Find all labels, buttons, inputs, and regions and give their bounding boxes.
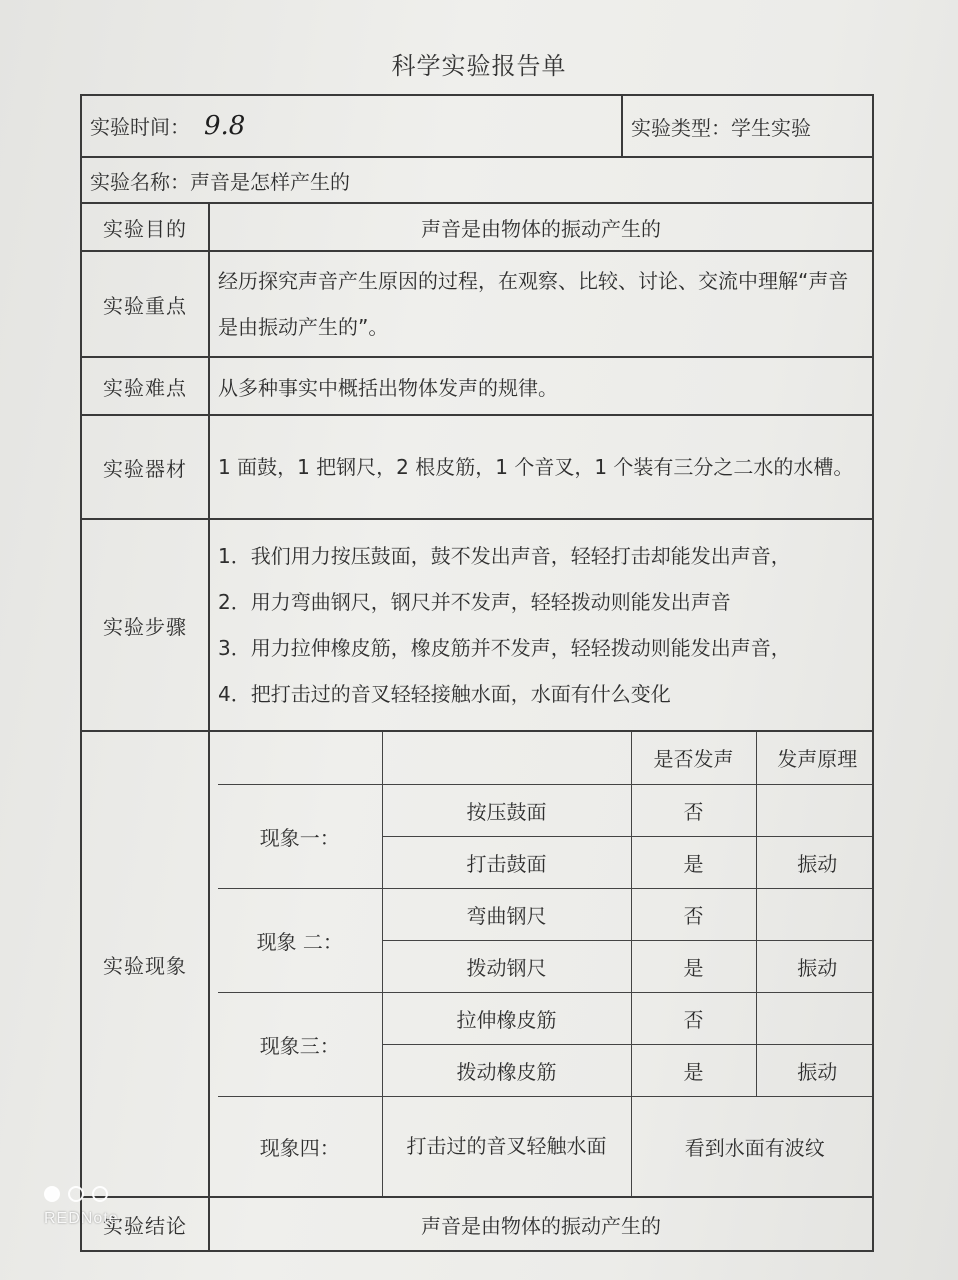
phenomenon-1-row-1 [218, 784, 873, 836]
phenomenon-3-sound-1: 否 [631, 992, 756, 1044]
watermark [44, 1186, 119, 1228]
phenomena-header-row [218, 732, 873, 784]
step-item-4: 4．把打击过的音叉轻轻接触水面，水面有什么变化 [218, 682, 671, 706]
phenomena-table [218, 732, 873, 1196]
difficulty-content: 从多种事实中概括出物体发声的规律。 [209, 357, 873, 415]
report-title: 科学实验报告单 [391, 52, 567, 80]
materials-label: 实验器材 [81, 415, 209, 519]
phenomenon-3-name: 现象三： [218, 992, 382, 1096]
phenomenon-1-principle-2: 振动 [756, 836, 873, 888]
step-item-1: 1．我们用力按压鼓面，鼓不发出声音，轻轻打击却能发出声音， [218, 544, 791, 568]
phenomenon-1-action-2: 打击鼓面 [382, 836, 631, 888]
phenomenon-3-principle-2: 振动 [756, 1044, 873, 1096]
key-point-label: 实验重点 [81, 251, 209, 357]
purpose-label: 实验目的 [81, 203, 209, 251]
watermark-dots-icon [44, 1186, 119, 1202]
phenomenon-2-sound-1: 否 [631, 888, 756, 940]
phenomenon-2-name: 现象 二： [218, 888, 382, 992]
row-phenomena [81, 731, 873, 1197]
experiment-time-cell [81, 95, 622, 157]
difficulty-label: 实验难点 [81, 357, 209, 415]
phenomenon-3-row-1 [218, 992, 873, 1044]
header-sound: 是否发声 [631, 732, 756, 784]
phenomenon-1-sound-2: 是 [631, 836, 756, 888]
phenomenon-4-action: 打击过的音叉轻触水面 [382, 1096, 631, 1196]
row-purpose [81, 203, 873, 251]
phenomenon-3-sound-2: 是 [631, 1044, 756, 1096]
phenomenon-1-name: 现象一： [218, 784, 382, 888]
phenomenon-2-principle-1 [756, 888, 873, 940]
phenomenon-4-row [218, 1096, 873, 1196]
experiment-time-label: 实验时间： [90, 115, 190, 139]
phenomena-table-cell [209, 731, 873, 1197]
experiment-type-cell: 实验类型：学生实验 [622, 95, 873, 157]
step-item-2: 2．用力弯曲钢尺，钢尺并不发声，轻轻拨动则能发出声音 [218, 590, 731, 614]
phenomenon-4-result: 看到水面有波纹 [631, 1096, 873, 1196]
phenomenon-2-action-2: 拨动钢尺 [382, 940, 631, 992]
row-steps [81, 519, 873, 731]
steps-content [209, 519, 873, 731]
report-table [80, 94, 874, 1252]
row-materials [81, 415, 873, 519]
conclusion-content: 声音是由物体的振动产生的 [209, 1197, 873, 1251]
step-item-3: 3．用力拉伸橡皮筋，橡皮筋并不发声，轻轻拨动则能发出声音， [218, 636, 791, 660]
phenomenon-2-action-1: 弯曲钢尺 [382, 888, 631, 940]
phenomenon-1-action-1: 按压鼓面 [382, 784, 631, 836]
row-key-point [81, 251, 873, 357]
materials-content: 1 面鼓，1 把钢尺，2 根皮筋，1 个音叉，1 个装有三分之二水的水槽。 [209, 415, 873, 519]
watermark-text: REDNote [44, 1210, 119, 1227]
phenomenon-3-principle-1 [756, 992, 873, 1044]
experiment-name-cell: 实验名称：声音是怎样产生的 [81, 157, 873, 203]
phenomenon-1-principle-1 [756, 784, 873, 836]
steps-label: 实验步骤 [81, 519, 209, 731]
phenomenon-2-row-1 [218, 888, 873, 940]
phenomenon-4-name: 现象四： [218, 1096, 382, 1196]
phenomenon-2-sound-2: 是 [631, 940, 756, 992]
header-principle: 发声原理 [756, 732, 873, 784]
info-row-name [81, 157, 873, 203]
key-point-content: 经历探究声音产生原因的过程，在观察、比较、讨论、交流中理解“声音是由振动产生的”。 [209, 251, 873, 357]
conclusion-label: 实验结论 [81, 1197, 209, 1251]
header-empty-1 [218, 732, 382, 784]
phenomenon-2-principle-2: 振动 [756, 940, 873, 992]
phenomenon-3-action-1: 拉伸橡皮筋 [382, 992, 631, 1044]
row-conclusion [81, 1197, 873, 1251]
header-empty-2 [382, 732, 631, 784]
info-row-time [81, 95, 873, 157]
purpose-content: 声音是由物体的振动产生的 [209, 203, 873, 251]
experiment-time-value: 9.8 [204, 111, 246, 141]
row-difficulty [81, 357, 873, 415]
phenomenon-3-action-2: 拨动橡皮筋 [382, 1044, 631, 1096]
phenomena-label: 实验现象 [81, 731, 209, 1197]
phenomenon-1-sound-1: 否 [631, 784, 756, 836]
